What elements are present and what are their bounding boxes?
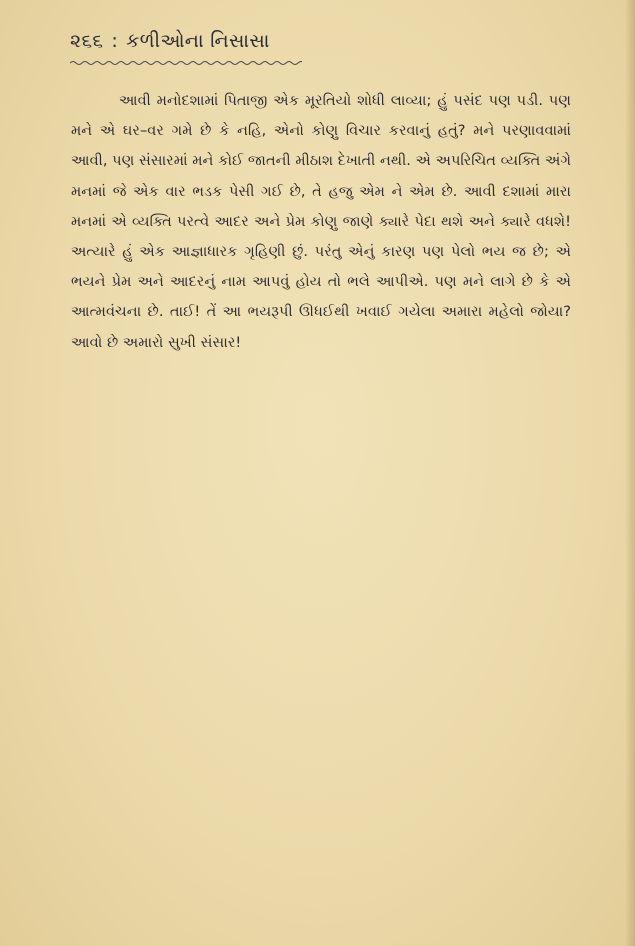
page-header bbox=[70, 30, 270, 52]
header-separator: : bbox=[111, 30, 119, 52]
body-paragraph: આવી મનોદશામાં પિતાજી એક મૂરતિયો શોધી લાવ્યા; હું પસંદ પણ પડી. પણ મને એ ઘર–વર ગમે છે કે નહિ, એનો કોણુ વિચાર કરવાનું હતું? મને પરણાવવામાં આવી, પણ સંસારમાં મને કોઈ જાતની મીઠાશ દેખાતી નથી. એ અપરિચિત વ્યક્તિ અંગે મનમાં જે એક વાર ભડક પેસી ગઈ છે, તે હજુ એમ ને એમ છે. આવી દશામાં મારા મનમાં એ વ્યક્તિ પરત્વે આદર અને પ્રેમ કોણુ જાણે ક્યારે પેદા થશે અને ક્યારે વધશે! અત્યારે હું એક આજ્ઞાધારક ગૃહિણી છું. પરંતુ એનું કારણ પણ પેલો ભય જ છે; એ ભયને પ્રેમ અને આદરનું નામ આપવું હોય તો ભલે આપીએ. પણ મને લાગે છે કે એ આત્મવંચના છે. તાઈ! તેં આ ભયરૂપી ઊધઈથી ખવાઈ ગયેલા અમારા મહેલો જોયા? આવો છે અમારો સુખી સંસાર! bbox=[71, 92, 571, 351]
running-title: કળીઓના નિસાસા bbox=[126, 30, 270, 52]
page-number: ૨૬૬ bbox=[70, 30, 104, 52]
page-edge-shadow bbox=[625, 0, 635, 946]
header-wavy-rule bbox=[70, 60, 302, 66]
